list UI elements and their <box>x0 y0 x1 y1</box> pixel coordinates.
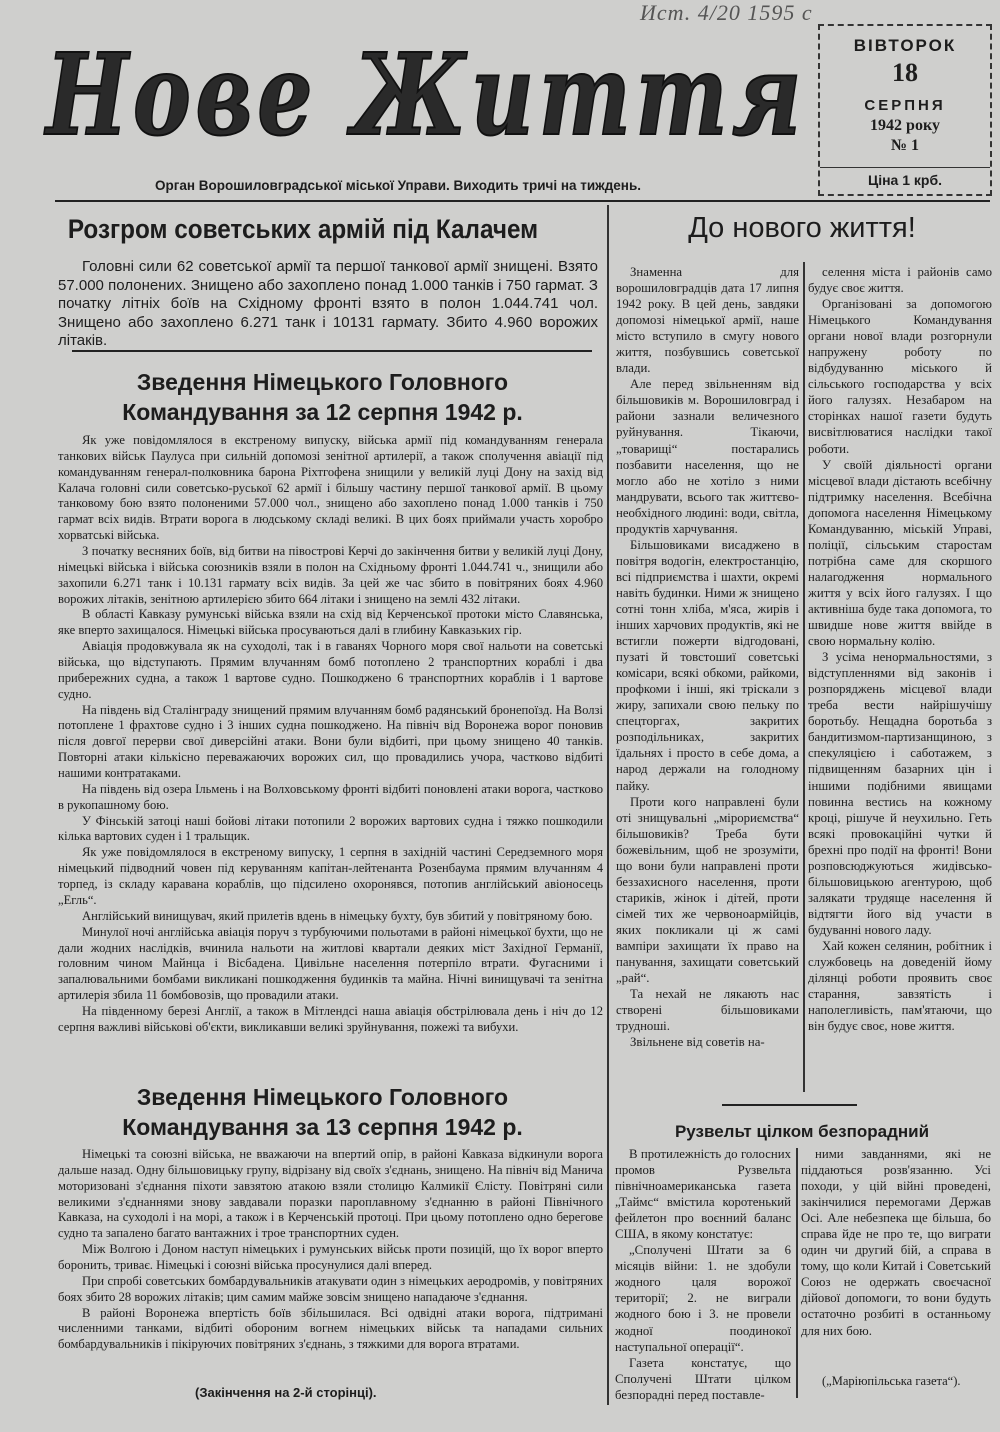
masthead-rule <box>55 200 990 202</box>
editorial-paragraph: У своїй діяльності органи місцевої влади дістають всебічну підтримку населення. Всебічна допомога населення Німецькому Командуванню, міській Управі, поліції, сільським старостам потрібна саме для скоршого налагодження нормального життя у всіх його галузях. І що активніша буде така допомога, то швидше нове життя ввійде в свою нормальну колію. <box>808 457 992 649</box>
report1-headline <box>40 368 605 428</box>
roosevelt-source: („Маріюпільська газета“). <box>822 1374 961 1388</box>
roosevelt-paragraph: ними завданнями, які не піддаються розв'язанню. Усі походи, у цій війні проведені, закінчилися перемогами Держав Осі. Але небезпека ще більша, бо справа йде не про те, що виграти один чи другий бій, а справа в тому, що коли Китай і Советський Союз не одержать своєчасної дійової допомоги, то вони будуть остаточно розбиті в останньому для них бою. <box>801 1147 991 1338</box>
report2-paragraph: При спробі советських бомбардувальників атакувати один з німецьких аеродромів, у повітряних боях збито 28 ворожих літаків; цим самим майже зовсім знищено нападаюче з'єднання. <box>58 1273 603 1304</box>
report1-paragraph: У Фінській затоці наші бойові літаки потопили 2 ворожих вартових судна і тяжко пошкодили кілька вартових суден і 1 тральщик. <box>58 813 603 844</box>
roosevelt-paragraph: „Сполучені Штати за 6 місяців війни: 1. не здобули жодного цаля ворожої території; 2. не виграли жодного бою і 3. не провели жодної поодинокої наступальної операції“. <box>615 1243 791 1354</box>
roosevelt-paragraph: В протилежність до голосних промов Рузвельта північноамериканська газета „Таймс“ вмістила коротенький фейлетон про воєнний баланс США, в якому констатує: <box>615 1147 791 1242</box>
editorial-paragraph: Проти кого направлені були оті знищувальні „мірориємства“ більшовиків? Треба бути божевільним, щоб не зрозуміти, що вони були направлені проти беззахисного населення, проти стариків, жінок і дітей, проти сімей тих же червоноармійців, яких покликали ці ж самі вампіри захищати їх право на панування, захищати советський „рай“. <box>616 794 799 986</box>
report1-paragraph: Авіація продовжувала як на суходолі, так і в гаванях Чорного моря свої нальоти на советські війська, що відступають. Прямим влучанням бомб потоплено 2 транспортних кораблі і два прибережних судна, а також 1 вартове судно. Пошкоджено 6 транспортних кораблів і 1 вартове судно. <box>58 639 603 701</box>
report1-paragraph: Як уже повідомлялося в екстреному випуску, війська армії під командуванням генерала танкових військ Паулуса при сильній допомозі зенітної артилерії, а також сполучення авіації під командуванням генерал-полковника барона Ріхтгофена знищили у великій луці Дону на захід від Калача головні сили советсько-руської 62 армії і більшу частину першої танкової армії. В цьому танковому бою взято полоненими 57.000 чол., знищено або захоплено понад 1.000 танків і 750 гармат всіх видів. Втрати ворога в людському складі великі. В цих боях приймали участь хоробро хорватські війська. <box>58 433 603 543</box>
year: 1942 року <box>870 116 940 134</box>
report2-headline-line2: Командування за 13 серпня 1942 р. <box>122 1113 523 1140</box>
masthead <box>38 22 813 167</box>
report1-paragraph: Як уже повідомлялося в екстреному випуску, 1 серпня в західній частині Середземного моря німецький підводний човен під керуванням капітан-лейтенанта Розенбаума прямим влучанням 4 торпед, із складу каравана кораблів, що підсилено охоронявся, потопив англійський авіоносець „Егль“. <box>58 845 603 907</box>
month: СЕРПНЯ <box>864 97 946 115</box>
issue-number: № 1 <box>890 137 920 155</box>
editorial-paragraph: З усіма ненормальностями, з відступленнями від законів і розпоряджень місцевої влади треба вести найрішучішу боротьбу. Нещадна боротьба з бандитизмом-партизанщиною, з спекуляцією і саботажем, з підвищенням базарних цін і іншими подібними явищами повинна вестись на кожному кроці, рішуче й неухильно. Геть всякі провокаційні чутки й брехні про події на фронті! Вони розповсюджуються жидівсько-більшовицькою агентурою, щоб залякати трудяще населення й відтягти його від участи в будуванні нового ладу. <box>808 650 992 937</box>
section-rule <box>722 1104 857 1106</box>
editorial-paragraph: селення міста і районів само будує своє життя. <box>808 265 992 296</box>
roosevelt-divider <box>796 1148 798 1398</box>
continued-note: (Закінчення на 2-й сторінці). <box>195 1385 377 1400</box>
report2-paragraph: Між Волгою і Доном наступ німецьких і румунських військ проти позицій, що їх ворог вперто боронить, триває. Німецькі і союзні війська просунулися далі вперед. <box>58 1242 603 1273</box>
editorial-column-2 <box>808 264 992 1034</box>
section-rule <box>72 350 592 352</box>
editorial-paragraph: Звільнене від советів на- <box>630 1035 765 1050</box>
editorial-paragraph: Більшовиками висаджено в повітря водогін, електростанцію, всі підприємства і шахти, окремі навіть будинки. Ними ж знищено сотні тонн хліба, м'яса, жирів і інших харчових продуктів, які не встигли пожерти відгодовані, пузаті й товстошиї советські комісари, всякі обкоми, райкоми, профкоми і інші, які тріскали з жиру, запихали свою пельку по спецторгах, закритих розподільниках, закритих їдальнях і просто в себе дома, а народ держали на голодному пайку. <box>616 537 799 793</box>
report1-paragraph: З початку весняних боїв, від битви на півострові Керчі до закінчення битви у великій луці Дону, німецькі війська і війська союзників взяли в полон на Східньому фронті 1.044.741 ч., знищили або захопили 6.271 танк і 10.131 гармату всіх видів. За цей же час збито в повітряних боях 4.960 ворожих літаків, зенітною артилерією збито 664 літаки і знищено на землі 432 літаки. <box>58 544 603 606</box>
price: Ціна 1 крб. <box>820 167 990 188</box>
editorial-paragraph: Знаменна для ворошиловградців дата 17 липня 1942 року. В цей день, завдяки допомозі німецької армії, наше місто вступило в смугу нового життя, позбувшись советської влади. <box>616 265 799 376</box>
lead-text <box>58 258 598 351</box>
editorial-column-1 <box>616 264 799 1050</box>
report2-paragraph: Німецькі та союзні війська, не вважаючи на впертий опір, в районі Кавказа відкинули ворога дальше назад. Одну більшовицьку групу, відрізану від своїх з'єднань, знищено. На північ від Манича моторизовані з'єднання піхоти завзятою атакою взяли столицю Калмикії Єлісту. Повітряні сили великими з'єднаннями знову завдавали поразки пароплавному з'єднанню в районі Північного Кавказа, на суходолі і на морі, а також і в Керченській протоці. При цьому потоплено одно берегове судно та запалено багато вантажних і трое транспортних суден. <box>58 1147 603 1241</box>
report1-paragraph: Минулої ночі англійська авіація поруч з турбуючими польотами в районі німецької бухти, що не дали жодних наслідків, вчинила нальоти на житлові квартали деяких міст Західної Германії, головним чином Майнца і Вісбадена. Цивільне населення потерпіло втрати. Фугасними і запалювальними бомбами викликані пошкодження будинків та майна. Нічні винищувачі та зенітна артилерія збила 11 бомбовозів, що провадили атаки. <box>58 924 603 1003</box>
date-box <box>818 24 992 196</box>
editorial-paragraph: Організовані за допомогою Німецького Командування органи нової влади розгорнули напружену роботу по відбудуванню міського й сільського господарства у всіх його галузях. Незабаром на сторінках нашої газети будуть висвітлюватися наслідки такої роботи. <box>808 297 992 456</box>
roosevelt-column-1 <box>615 1146 791 1403</box>
weekday: ВІВТОРОК <box>853 36 957 55</box>
report1-paragraph: На південь від Сталінграду знищений прямим влучанням бомб радянський бронепоїзд. На Волзі потоплене 1 фрахтове судно і 3 інших судна пошкоджено. На північ від Воронежа ворог поновив після довгої перерви свої диверсійні атаки. Вони були відбиті, при цьому знищено 40 танків. Повторні атаки кількісно переважаючих ворожих сил, що провадились учора, частково відбиті нашими контратаками. <box>58 702 603 781</box>
report1-paragraph: На південь від озера Ільмень і на Волховському фронті відбиті поновлені атаки ворога, частково в рукопашному бою. <box>58 781 603 812</box>
report1-paragraph: На південному березі Англії, а також в Мітлендсі наша авіація обстрілювала день і ніч до 12 серпня важливі військові об'єкти, викликавши великі зруйнування, пожежі та вибухи. <box>58 1003 603 1034</box>
column-divider <box>607 205 609 1405</box>
report1-headline-line1: Зведення Німецького Головного <box>136 369 509 395</box>
report1-headline-line2: Командування за 12 серпня 1942 р. <box>122 398 523 425</box>
handwritten-archive-note: Ист. 4/20 1595 с <box>640 0 813 25</box>
masthead-subtitle: Орган Ворошиловградської міської Управи. Виходить тричі на тиждень. <box>155 178 642 193</box>
editorial-divider <box>803 262 805 1092</box>
editorial-paragraph: Але перед звільненням від більшовиків м. Ворошиловград і райони зазнали величезного руйнування. Тікаючи, „товарищі“ постарались позбавити населення, що не могло або не хотіло з ними мандрувати, всього так життєво-необхідного людині: води, світла, продуктів харчування. <box>616 377 799 536</box>
report1-paragraph: В області Кавказу румунські війська взяли на схід від Керченської протоки місто Славянська, яке вперто захищалося. Німецькі війська просуваються далі в глибину Кавказьких гір. <box>58 607 603 638</box>
masthead-title: Нове Життя <box>43 30 806 161</box>
roosevelt-paragraph: Газета констатує, що Сполучені Штати цілком безпорадні перед поставле- <box>615 1355 791 1402</box>
report2-body <box>58 1147 603 1353</box>
report1-body <box>58 433 603 1036</box>
editorial-headline: До нового життя! <box>688 212 916 244</box>
roosevelt-column-2 <box>801 1146 991 1339</box>
editorial-paragraph: Хай кожен селянин, робітник і службовець на доведеній йому ділянці роботи проявить своє старання, завзятість і наполегливість, пам'ятаючи, що він будує своє, нове життя. <box>808 938 992 1034</box>
day-number: 18 <box>892 57 918 87</box>
report2-headline-line1: Зведення Німецького Головного <box>136 1084 509 1110</box>
report1-paragraph: Англійський винищувач, який прилетів вдень в німецьку бухту, був збитий у повітряному бою. <box>82 908 593 923</box>
lead-headline: Розгром советських армій під Калачем <box>67 214 539 244</box>
roosevelt-headline: Рузвельт цілком безпорадний <box>674 1122 930 1141</box>
editorial-paragraph: Та нехай не лякають нас створені більшовиками трудноші. <box>616 987 799 1034</box>
report2-paragraph: В районі Воронежа впертість боїв збільшилася. Всі одвідні атаки ворога, підтримані численними танками, відбиті обороним вогнем німецьких військ та нападами сильних бомбардувальників і пікіруючих повітряних з'єднань, з тяжкими для ворога втратами. <box>58 1305 603 1352</box>
report2-headline <box>40 1083 605 1143</box>
masthead-logo <box>38 22 813 167</box>
lead-paragraph: Головні сили 62 советської армії та першої танкової армії знищені. Взято 57.000 полонених. Знищено або захоплено понад 1.000 танків і 750 гармат. З початку літніх боїв на Східному фронті взято в полон 1.044.741 чол. Знищено або захоплено 6.271 танк і 10131 гармату. Збито 4.960 ворожих літаків. <box>58 258 598 350</box>
